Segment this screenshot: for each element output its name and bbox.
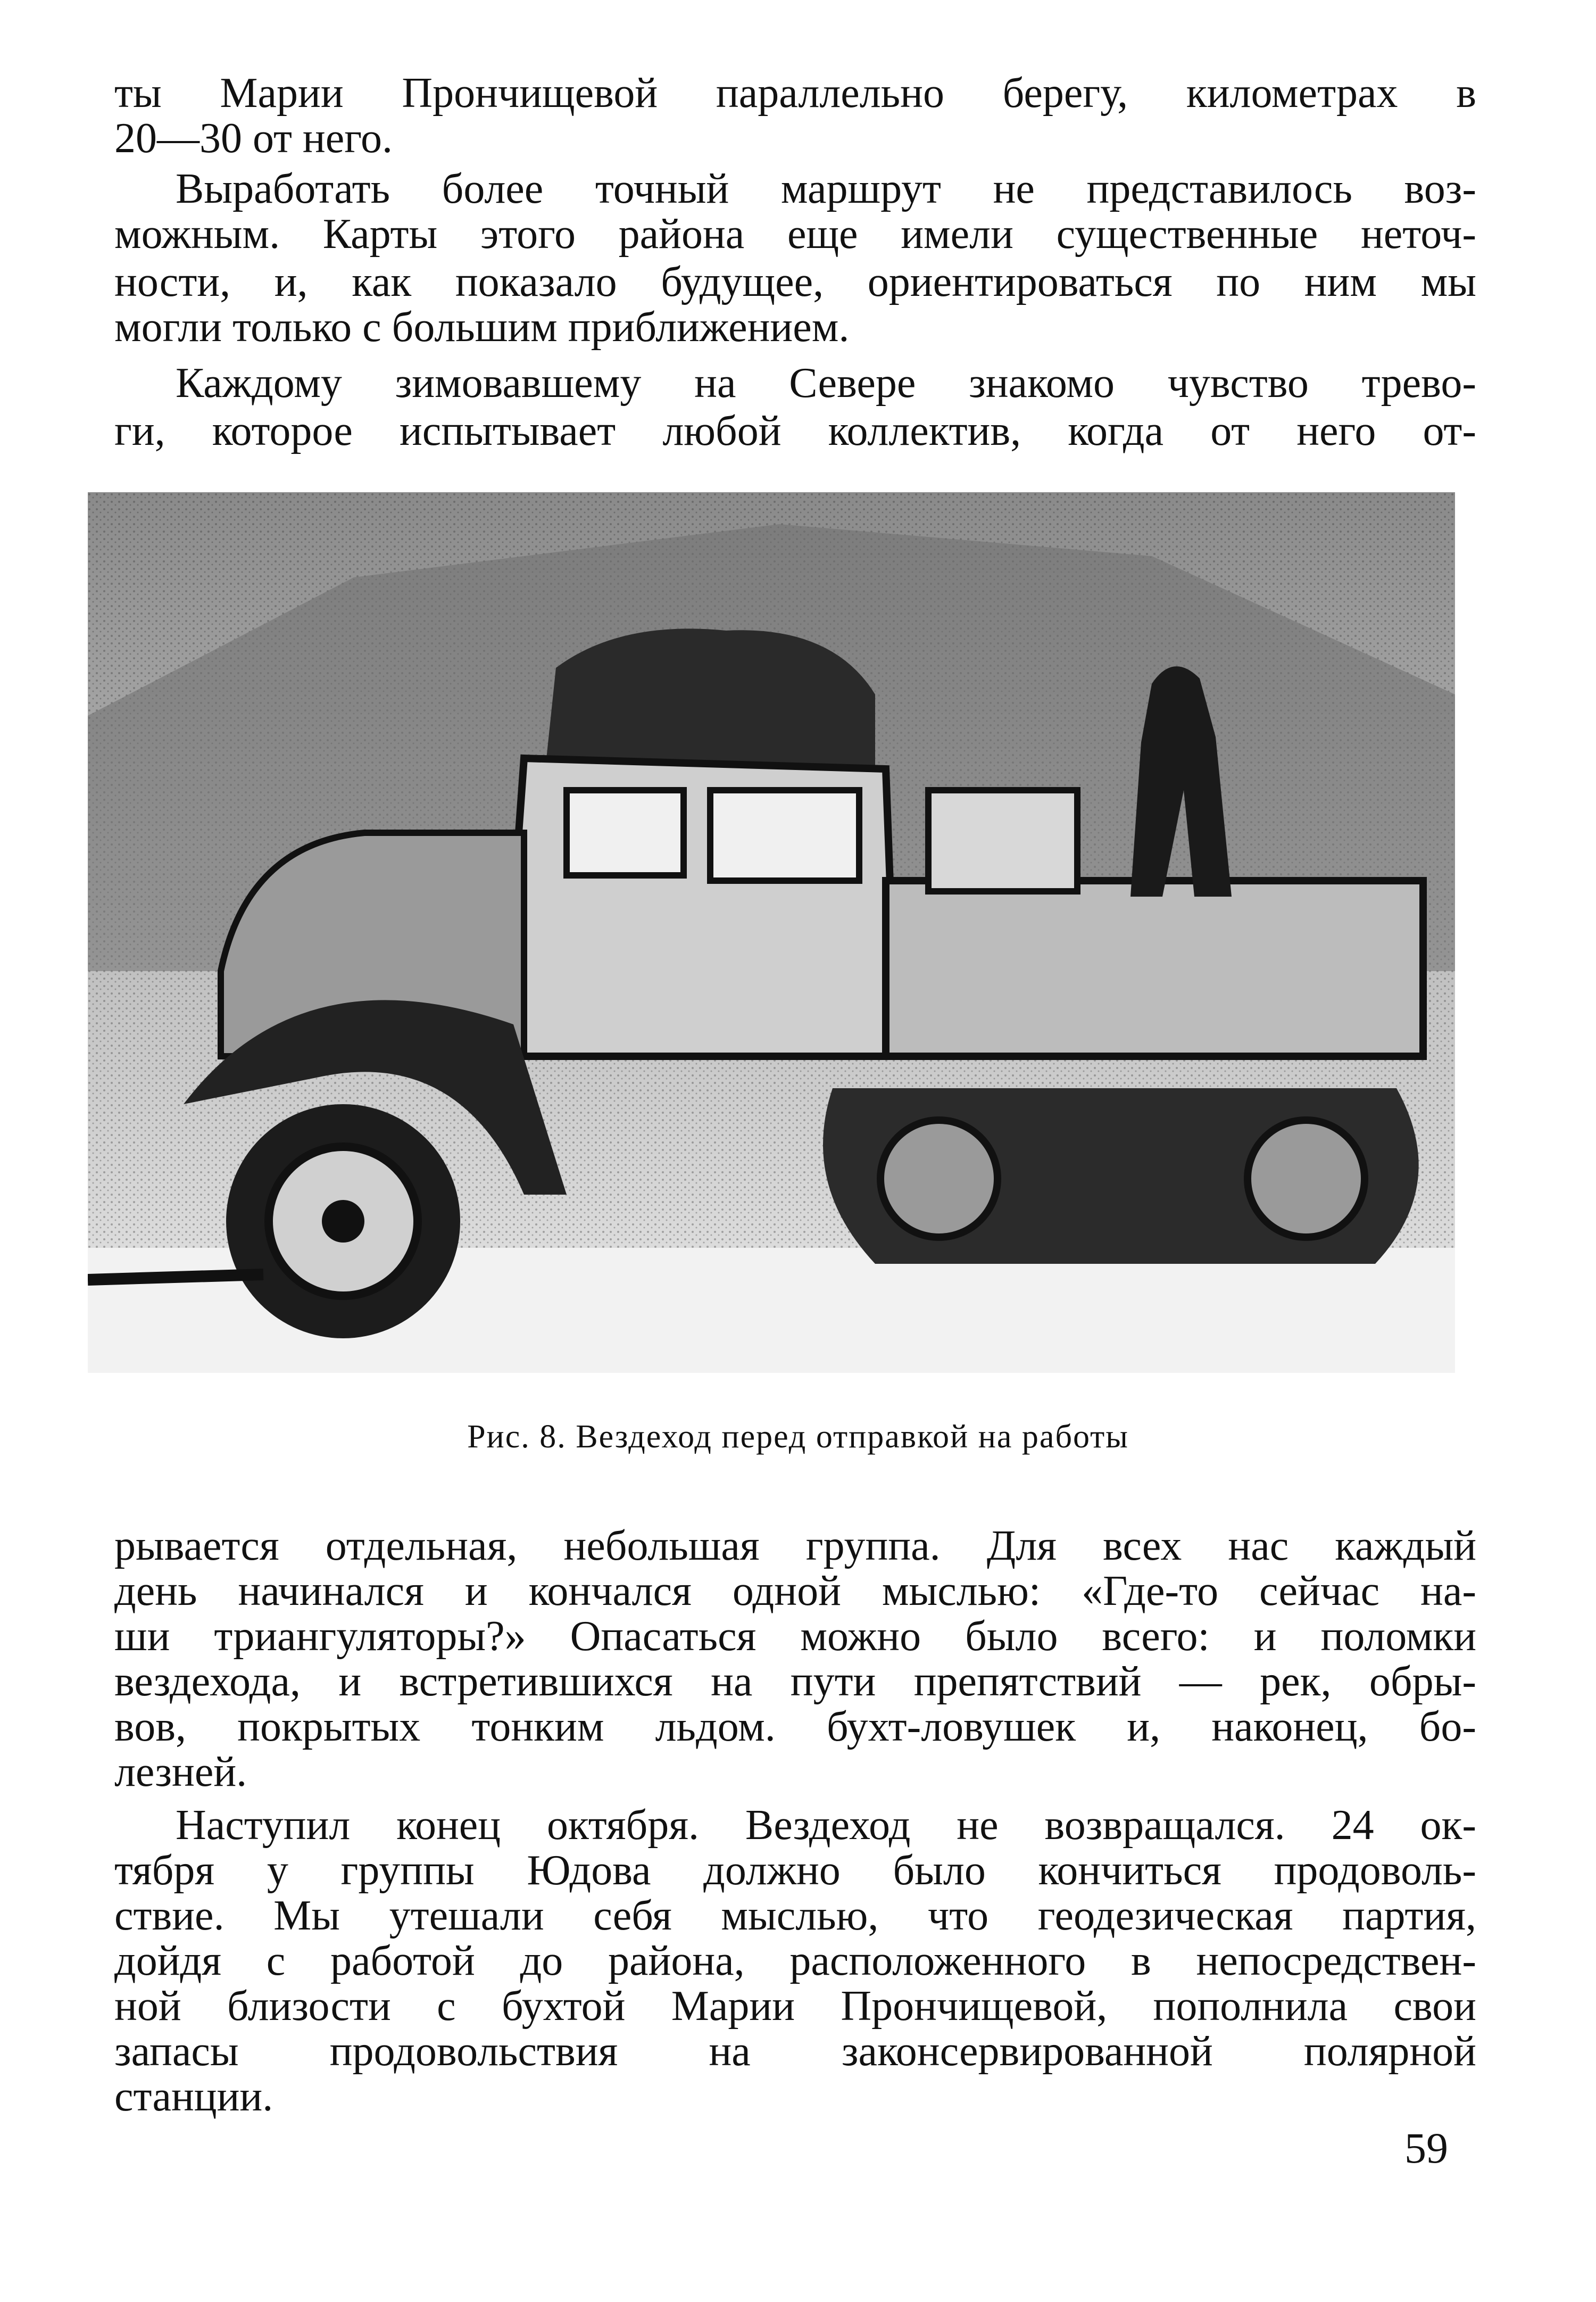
text-line: вов, покрытых тонким льдом. бухт-ловушек и, наконец, бо- — [114, 1703, 1476, 1750]
text-line: можным. Карты этого района еще имели существенные неточ- — [114, 211, 1476, 258]
text-line: Выработать более точный маршрут не представилось воз- — [176, 165, 1476, 212]
text-line: вездехода, и встретившихся на пути препятствий — рек, обры- — [114, 1658, 1476, 1705]
text-line: ги, которое испытывает любой коллектив, когда от него от- — [114, 408, 1476, 454]
text-line: запасы продовольствия на законсервированной полярной — [114, 2028, 1476, 2075]
text-line: Наступил конец октября. Вездеход не возвращался. 24 ок- — [176, 1802, 1476, 1849]
text-line: ты Марии Прончищевой параллельно берегу, километрах в — [114, 70, 1476, 117]
page-number: 59 — [1404, 2124, 1448, 2172]
text-line: ши триангуляторы?» Опасаться можно было всего: и поломки — [114, 1613, 1476, 1660]
text-line: лезней. — [114, 1749, 247, 1795]
text-line: могли только с большим приближением. — [114, 304, 850, 351]
text-line: дойдя с работой до района, расположенного в непосредствен- — [114, 1937, 1476, 1984]
text-line: станции. — [114, 2073, 273, 2120]
text-line: Каждому зимовавшему на Севере знакомо чувство трево- — [176, 360, 1476, 407]
figure-caption: Рис. 8. Вездеход перед отправкой на работы — [467, 1419, 1129, 1455]
text-line: ной близости с бухтой Марии Прончищевой, пополнила свои — [114, 1983, 1476, 2030]
text-line: 20—30 от него. — [114, 115, 393, 162]
text-line: рывается отдельная, небольшая группа. Для всех нас каждый — [114, 1522, 1476, 1569]
text-line: ствие. Мы утешали себя мыслью, что геодезическая партия, — [114, 1892, 1476, 1939]
text-line: ности, и, как показало будущее, ориентироваться по ним мы — [114, 259, 1476, 305]
text-line: день начинался и кончался одной мыслью: «Где-то сейчас на- — [114, 1568, 1476, 1614]
text-line: тября у группы Юдова должно было кончиться продоволь- — [114, 1847, 1476, 1894]
vehicle-photo — [88, 492, 1455, 1373]
